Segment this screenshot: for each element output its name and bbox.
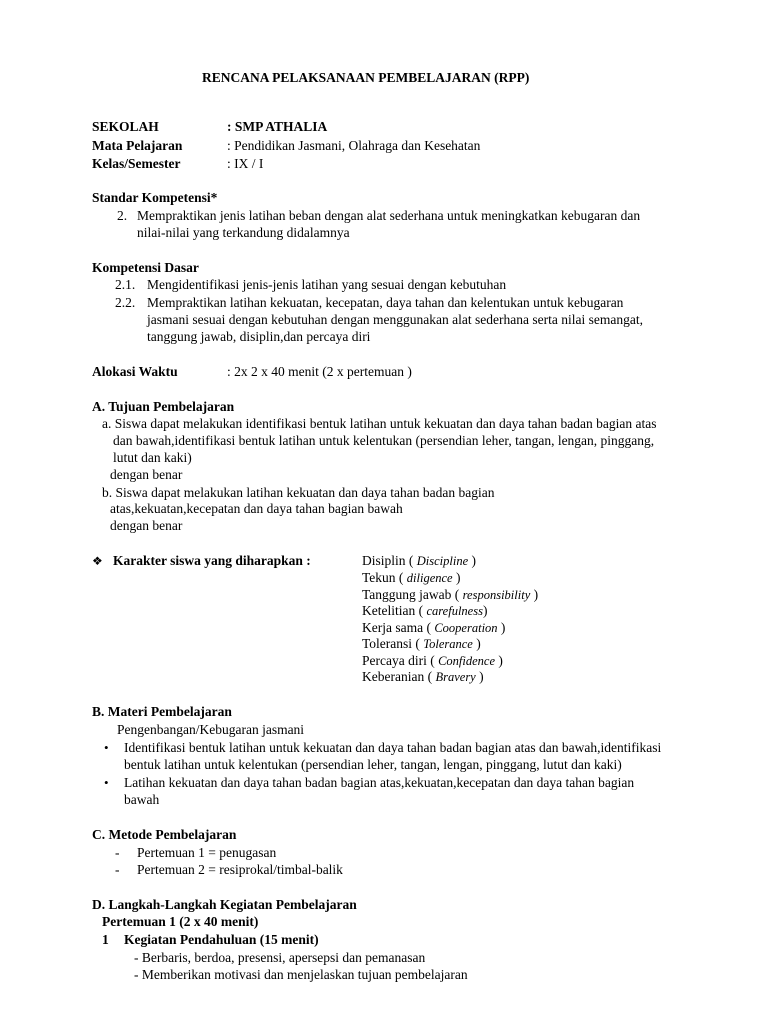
- standar-heading: Standar Kompetensi*: [92, 190, 218, 205]
- kompetensi-heading: Kompetensi Dasar: [92, 260, 199, 275]
- karakter-item: [362, 587, 538, 603]
- karakter-close: ): [482, 603, 488, 618]
- metode-item: Pertemuan 1 = penugasan: [137, 845, 277, 860]
- dash-bullet: -: [115, 845, 120, 860]
- kegiatan-step: - Memberikan motivasi dan menjelaskan tujuan pembelajaran: [134, 967, 468, 982]
- tujuan-line: atas,kekuatan,kecepatan dan daya tahan bagian bawah: [110, 501, 403, 516]
- tujuan-line: a. Siswa dapat melakukan identifikasi bentuk latihan untuk kekuatan dan daya tahan badan bagian atas: [102, 416, 657, 431]
- sekolah-label: SEKOLAH: [92, 119, 159, 134]
- mapel-value: : Pendidikan Jasmani, Olahraga dan Kesehatan: [227, 138, 481, 153]
- karakter-label: Karakter siswa yang diharapkan :: [113, 553, 311, 568]
- karakter-word: Disiplin (: [362, 553, 417, 568]
- langkah-heading: D. Langkah-Langkah Kegiatan Pembelajaran: [92, 897, 357, 912]
- bullet-icon: •: [104, 740, 109, 755]
- materi-line: bawah: [124, 792, 160, 807]
- kelas-value: : IX / I: [227, 156, 264, 171]
- metode-item: Pertemuan 2 = resiprokal/timbal-balik: [137, 862, 343, 877]
- karakter-english: diligence: [406, 571, 453, 585]
- tujuan-heading: A. Tujuan Pembelajaran: [92, 399, 235, 414]
- tujuan-line: dengan benar: [110, 467, 183, 482]
- kompetensi-item: tanggung jawab, disiplin,dan percaya diri: [147, 329, 371, 344]
- bullet-icon: •: [104, 775, 109, 790]
- sekolah-value: : SMP ATHALIA: [227, 119, 328, 134]
- karakter-word: Kerja sama (: [362, 620, 435, 635]
- materi-line: Latihan kekuatan dan daya tahan badan bagian atas,kekuatan,kecepatan dan daya tahan bagian: [124, 775, 635, 790]
- karakter-item: [362, 620, 505, 636]
- kegiatan-step: - Berbaris, berdoa, presensi, apersepsi dan pemanasan: [134, 950, 426, 965]
- karakter-word: Tanggung jawab (: [362, 587, 463, 602]
- kompetensi-item: Mempraktikan latihan kekuatan, kecepatan, daya tahan dan kelentukan untuk kebugaran: [147, 295, 624, 310]
- karakter-word: Keberanian (: [362, 669, 436, 684]
- kompetensi-item: jasmani sesuai dengan kebutuhan dengan menggunakan alat sederhana serta nilai semangat,: [147, 312, 643, 327]
- karakter-item: [362, 669, 484, 685]
- kompetensi-number: 2.2.: [115, 295, 136, 310]
- materi-heading: B. Materi Pembelajaran: [92, 704, 232, 719]
- karakter-close: ): [495, 653, 503, 668]
- alokasi-value: : 2x 2 x 40 menit (2 x pertemuan ): [227, 364, 412, 379]
- kegiatan-number: 1: [102, 932, 109, 947]
- tujuan-line: dan bawah,identifikasi bentuk latihan untuk kelentukan (persendian leher, tangan, lengan, pinggang,: [113, 433, 655, 448]
- karakter-item: [362, 636, 481, 652]
- karakter-word: Toleransi (: [362, 636, 424, 651]
- standar-line: Mempraktikan jenis latihan beban dengan alat sederhana untuk meningkatkan kebugaran dan: [137, 208, 641, 223]
- kegiatan-label: Kegiatan Pendahuluan (15 menit): [124, 932, 319, 947]
- tujuan-line: b. Siswa dapat melakukan latihan kekuatan dan daya tahan badan bagian: [102, 485, 495, 500]
- materi-line: bentuk latihan untuk kelentukan (persendian leher, tangan, lengan, pinggang, lutut dan kaki): [124, 757, 622, 772]
- karakter-english: Cooperation: [434, 621, 498, 635]
- karakter-english: Bravery: [435, 670, 476, 684]
- karakter-english: responsibility: [462, 588, 531, 602]
- karakter-close: ): [452, 570, 461, 585]
- karakter-english: Tolerance: [423, 637, 473, 651]
- document-title: RENCANA PELAKSANAAN PEMBELAJARAN (RPP): [202, 70, 530, 85]
- kompetensi-number: 2.1.: [115, 277, 136, 292]
- diamond-bullet-icon: ❖: [92, 554, 103, 568]
- karakter-english: Confidence: [438, 654, 496, 668]
- standar-line: nilai-nilai yang terkandung didalamnya: [137, 225, 350, 240]
- metode-heading: C. Metode Pembelajaran: [92, 827, 237, 842]
- karakter-item: [362, 553, 476, 569]
- karakter-close: ): [475, 669, 484, 684]
- karakter-item: [362, 603, 487, 619]
- karakter-word: Tekun (: [362, 570, 407, 585]
- karakter-english: Discipline: [416, 554, 469, 568]
- karakter-close: ): [468, 553, 477, 568]
- dash-bullet: -: [115, 862, 120, 877]
- materi-subtitle: Pengenbangan/Kebugaran jasmani: [117, 722, 305, 737]
- kompetensi-item: Mengidentifikasi jenis-jenis latihan yang sesuai dengan kebutuhan: [147, 277, 507, 292]
- standar-number: 2.: [117, 208, 128, 223]
- karakter-english: carefulness: [426, 604, 483, 618]
- karakter-item: [362, 570, 461, 586]
- karakter-word: Ketelitian (: [362, 603, 427, 618]
- karakter-close: ): [530, 587, 539, 602]
- karakter-item: [362, 653, 503, 669]
- alokasi-label: Alokasi Waktu: [92, 364, 178, 379]
- pertemuan-heading: Pertemuan 1 (2 x 40 menit): [102, 914, 259, 929]
- karakter-close: ): [497, 620, 506, 635]
- tujuan-line: dengan benar: [110, 518, 183, 533]
- kelas-label: Kelas/Semester: [92, 156, 181, 171]
- karakter-close: ): [472, 636, 481, 651]
- karakter-word: Percaya diri (: [362, 653, 439, 668]
- tujuan-line: lutut dan kaki): [113, 450, 192, 465]
- materi-line: Identifikasi bentuk latihan untuk kekuatan dan daya tahan badan bagian atas dan bawah,identifikasi: [124, 740, 662, 755]
- mapel-label: Mata Pelajaran: [92, 138, 183, 153]
